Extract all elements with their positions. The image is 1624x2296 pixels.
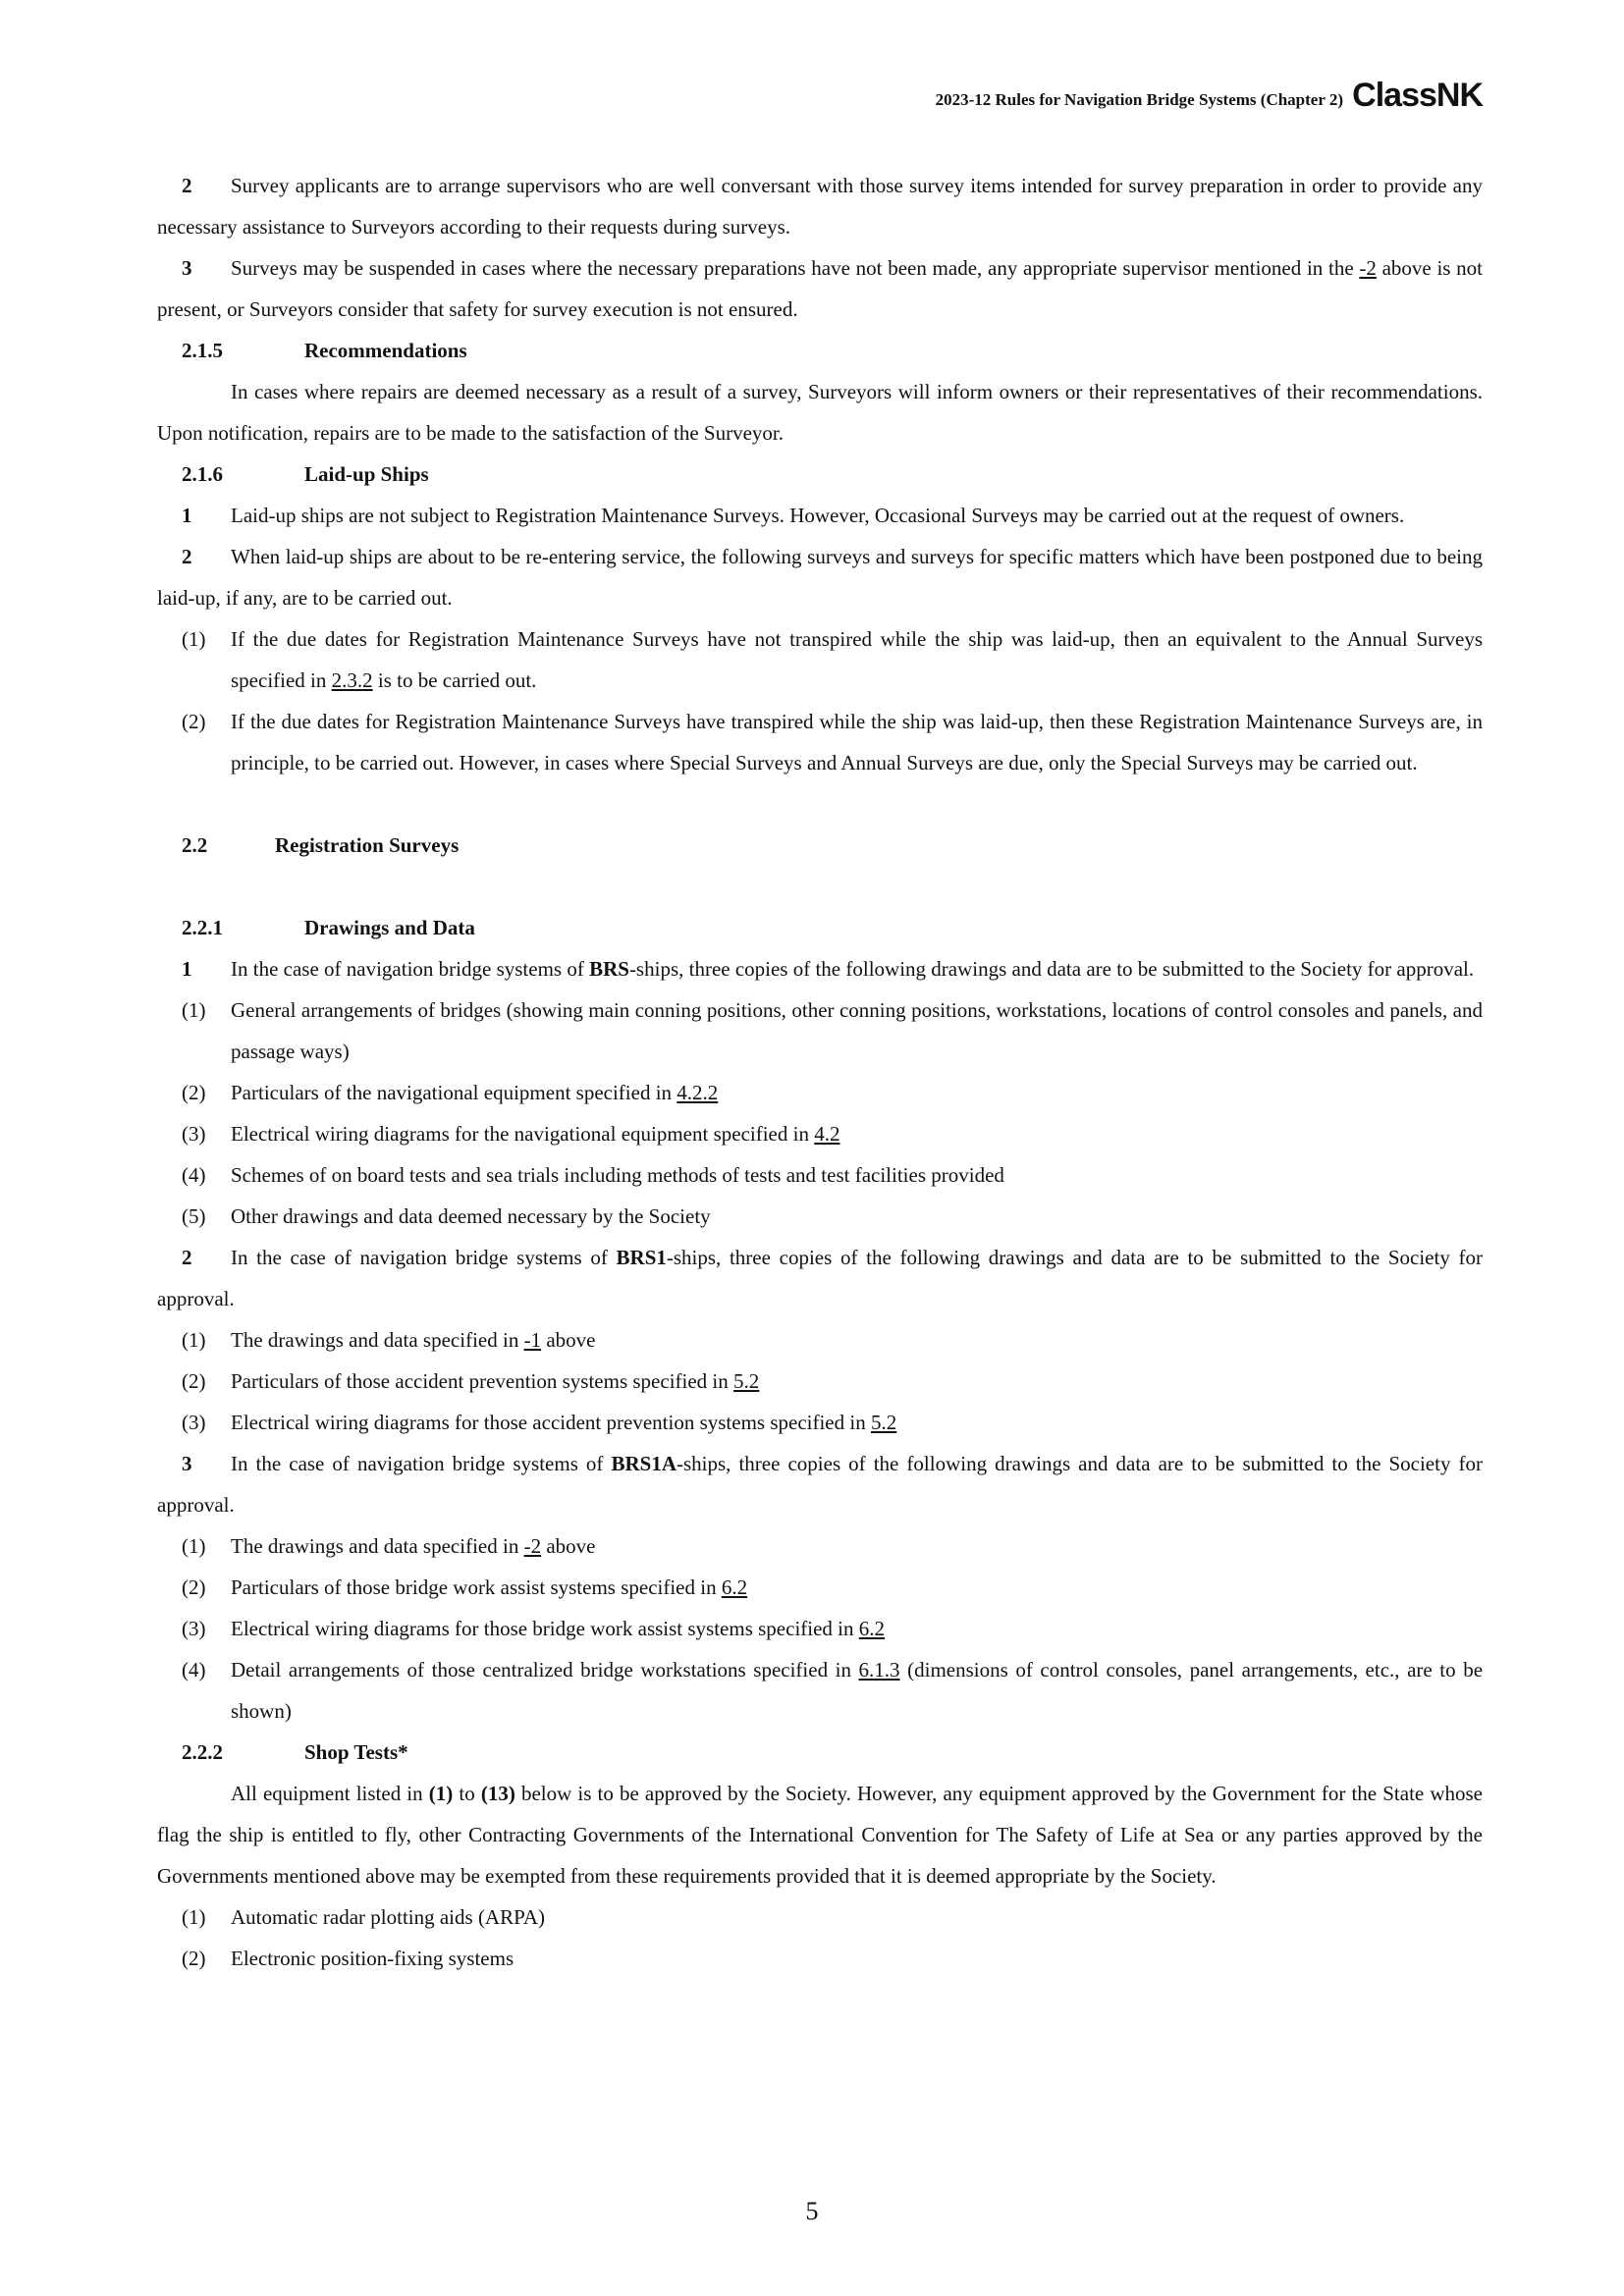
cross-reference-link[interactable]: 2.3.2 [331, 668, 373, 692]
list-item: (3) Electrical wiring diagrams for the navigational equipment specified in 4.2 [182, 1122, 840, 1146]
cross-reference-link[interactable]: 5.2 [733, 1369, 760, 1393]
list-item: (4) Detail arrangements of those centralized bridge workstations specified in 6.1.3 (dimensions of control consoles, panel arrangements, etc., are to be shown) [182, 1658, 1484, 1723]
cross-reference-link[interactable]: -2 [523, 1534, 542, 1558]
list-item: (2) Electronic position-fixing systems [182, 1947, 514, 1970]
cross-reference-link[interactable]: -2 [1359, 256, 1377, 280]
list-item: (3) Electrical wiring diagrams for those accident prevention systems specified in 5.2 [182, 1411, 897, 1434]
page-number: 5 [805, 2197, 819, 2225]
list-item: (1) General arrangements of bridges (showing main conning positions, other conning positions, workstations, locations of control consoles and panels, and passage ways) [182, 998, 1483, 1063]
paragraph-2: 2 Survey applicants are to arrange supervisors who are well conversant with those survey items intended for survey preparation in order to provide any necessary assistance to Surveyors according to their requests during surveys. [157, 174, 1483, 239]
section-heading-2-1-6: 2.1.6 Laid-up Ships [182, 462, 429, 486]
list-item: (2) If the due dates for Registration Maintenance Surveys have transpired while the ship was laid-up, then these Registration Maintenance Surveys are, in principle, to be carried out. However, in cases where Special Surveys and Annual Surveys are due, only the Special Surveys may be carried out. [182, 710, 1483, 774]
document-body [157, 165, 1483, 1979]
shop-tests-paragraph: All equipment listed in (1) to (13) below is to be approved by the Society. However, any equipment approved by the Government for the State whose flag the ship is entitled to fly, other Contracting Governments of the International Convention for The Safety of Life at Sea or any parties approved by the Governments mentioned above may be exempted from these requirements provided that it is deemed appropriate by the Society. [157, 1782, 1483, 1888]
list-item: (1) The drawings and data specified in -2 above [182, 1534, 596, 1558]
cross-reference-link[interactable]: 4.2 [814, 1122, 840, 1146]
list-item: (2) Particulars of the navigational equipment specified in 4.2.2 [182, 1081, 719, 1104]
cross-reference-link[interactable]: 6.2 [858, 1617, 886, 1640]
drawings-paragraph-2: 2 In the case of navigation bridge systems of BRS1-ships, three copies of the following drawings and data are to be submitted to the Society for approval. [157, 1246, 1483, 1310]
section-heading-2-1-5: 2.1.5 Recommendations [182, 339, 467, 362]
section-heading-2-2-1: 2.2.1 Drawings and Data [182, 916, 475, 939]
cross-reference-link[interactable]: 6.1.3 [858, 1658, 900, 1682]
drawings-paragraph-3: 3 In the case of navigation bridge systems of BRS1A-ships, three copies of the following drawings and data are to be submitted to the Society for approval. [157, 1452, 1483, 1517]
cross-reference-link[interactable]: 4.2.2 [677, 1081, 719, 1104]
page-header [0, 77, 1483, 116]
list-item: (2) Particulars of those bridge work assist systems specified in 6.2 [182, 1575, 748, 1599]
drawings-paragraph-1: 1 In the case of navigation bridge systems of BRS-ships, three copies of the following drawings and data are to be submitted to the Society for approval. [182, 957, 1475, 981]
recommendations-paragraph: In cases where repairs are deemed necessary as a result of a survey, Surveyors will inform owners or their representatives of their recommendations. Upon notification, repairs are to be made to the satisfaction of the Surveyor. [157, 380, 1483, 445]
cross-reference-link[interactable]: 5.2 [870, 1411, 897, 1434]
classnk-logo: ClassNK [1352, 77, 1483, 114]
list-item: (1) Automatic radar plotting aids (ARPA) [182, 1905, 546, 1929]
laid-up-paragraph-2: 2 When laid-up ships are about to be re-entering service, the following surveys and surveys for specific matters which have been postponed due to being laid-up, if any, are to be carried out. [157, 545, 1483, 610]
header-title: 2023-12 Rules for Navigation Bridge Systems (Chapter 2) [935, 90, 1343, 109]
section-heading-2-2: 2.2 Registration Surveys [182, 833, 460, 857]
list-item: (4) Schemes of on board tests and sea trials including methods of tests and test facilities provided [182, 1163, 1004, 1187]
list-item: (1) If the due dates for Registration Maintenance Surveys have not transpired while the ship was laid-up, then an equivalent to the Annual Surveys specified in 2.3.2 is to be carried out. [182, 627, 1483, 692]
list-item: (3) Electrical wiring diagrams for those bridge work assist systems specified in 6.2 [182, 1617, 886, 1640]
laid-up-paragraph-1: 1 Laid-up ships are not subject to Registration Maintenance Surveys. However, Occasional Surveys may be carried out at the request of owners. [182, 504, 1405, 527]
section-heading-2-2-2: 2.2.2 Shop Tests* [182, 1740, 408, 1764]
cross-reference-link[interactable]: 6.2 [721, 1575, 748, 1599]
list-item: (1) The drawings and data specified in -1 above [182, 1328, 596, 1352]
list-item: (2) Particulars of those accident prevention systems specified in 5.2 [182, 1369, 760, 1393]
paragraph-3: 3 Surveys may be suspended in cases where the necessary preparations have not been made, any appropriate supervisor mentioned in the -2 above is not present, or Surveyors consider that safety for survey execution is not ensured. [157, 256, 1484, 321]
cross-reference-link[interactable]: -1 [523, 1328, 542, 1352]
list-item: (5) Other drawings and data deemed necessary by the Society [182, 1204, 711, 1228]
